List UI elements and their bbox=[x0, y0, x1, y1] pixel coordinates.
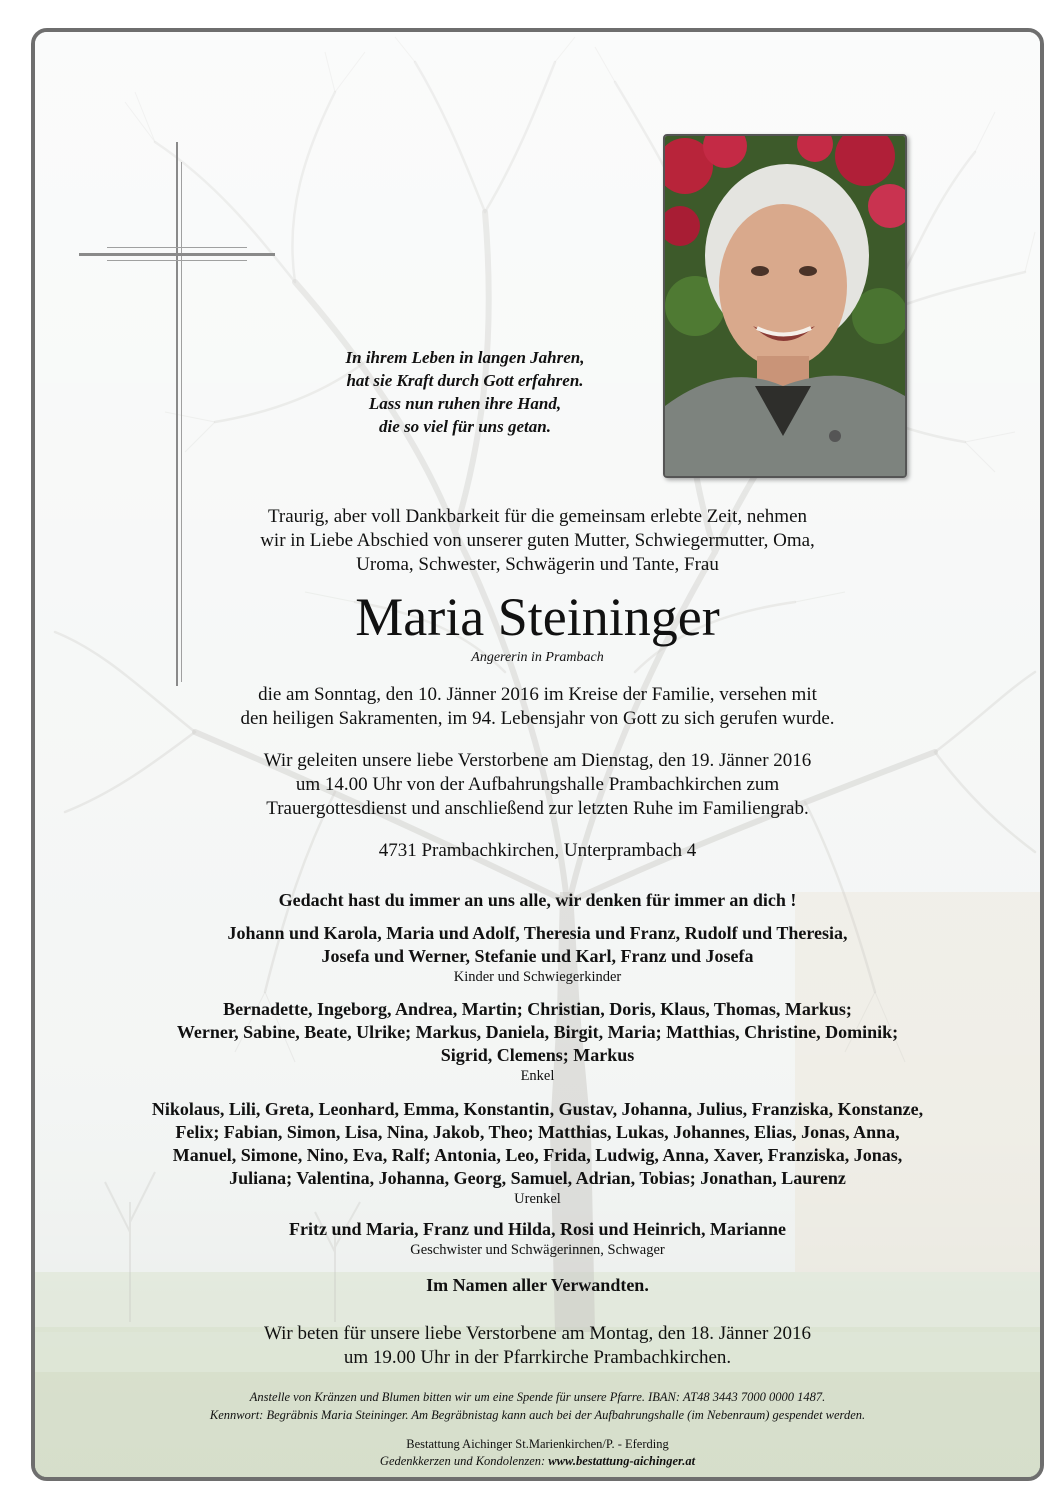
footer-company: Bestattung Aichinger St.Marienkirchen/P. - Eferding bbox=[406, 1437, 669, 1451]
children-label: Kinder und Schwiegerkinder bbox=[453, 969, 622, 985]
death-notice bbox=[35, 683, 1040, 731]
siblings-label: Geschwister und Schwägerinnen, Schwager bbox=[410, 1242, 665, 1258]
intro-line: wir in Liebe Abschied von unserer guten Mutter, Schwiegermutter, Oma, bbox=[260, 530, 815, 551]
greatgrandchildren-line: Manuel, Simone, Nino, Eva, Ralf; Antonia, Leo, Frida, Ludwig, Anna, Xaver, Franziska, Jonas, bbox=[172, 1145, 903, 1165]
portrait-photo bbox=[663, 134, 907, 478]
donation-line: Kennwort: Begräbnis Maria Steininger. Am Begräbnistag kann auch bei der Aufbahrungshalle (im Nebenraum) gespendet werden. bbox=[209, 1408, 866, 1422]
memorial-verse bbox=[265, 346, 665, 438]
grandchildren-block bbox=[35, 998, 1040, 1085]
deceased-name: Maria Steininger bbox=[355, 587, 720, 647]
verse-line: hat sie Kraft durch Gott erfahren. bbox=[346, 371, 584, 390]
prayer-line: Wir beten für unsere liebe Verstorbene am Montag, den 18. Jänner 2016 bbox=[263, 1323, 812, 1344]
deceased-subtitle: Angererin in Prambach bbox=[471, 650, 604, 665]
verse-line: Lass nun ruhen ihre Hand, bbox=[368, 394, 562, 413]
death-line: die am Sonntag, den 10. Jänner 2016 im Kreise der Familie, versehen mit bbox=[258, 684, 817, 705]
funeral-line: um 14.00 Uhr von der Aufbahrungshalle Prambachkirchen zum bbox=[295, 774, 780, 795]
children-block bbox=[35, 922, 1040, 986]
obituary-card bbox=[31, 28, 1044, 1481]
intro-line: Uroma, Schwester, Schwägerin und Tante, Frau bbox=[356, 554, 719, 575]
footer-condolence bbox=[35, 1453, 1040, 1470]
grandchildren-label: Enkel bbox=[520, 1068, 555, 1084]
siblings-line: Fritz und Maria, Franz und Hilda, Rosi und Heinrich, Marianne bbox=[288, 1219, 787, 1239]
siblings-block bbox=[35, 1218, 1040, 1259]
greatgrandchildren-line: Juliana; Valentina, Johanna, Georg, Samuel, Adrian, Tobias; Jonathan, Laurenz bbox=[229, 1168, 846, 1188]
verse-line: In ihrem Leben in langen Jahren, bbox=[345, 348, 585, 367]
children-line: Josefa und Werner, Stefanie und Karl, Franz und Josefa bbox=[321, 946, 754, 966]
donation-note bbox=[35, 1388, 1040, 1424]
verse-line: die so viel für uns getan. bbox=[379, 417, 551, 436]
grandchildren-line: Bernadette, Ingeborg, Andrea, Martin; Christian, Doris, Klaus, Thomas, Markus; bbox=[223, 999, 852, 1019]
greatgrandchildren-line: Felix; Fabian, Simon, Lisa, Nina, Jakob, Theo; Matthias, Lukas, Johannes, Elias, Jonas, Anna, bbox=[175, 1122, 900, 1142]
grandchildren-line: Werner, Sabine, Beate, Ulrike; Markus, Daniela, Birgit, Maria; Matthias, Christine, Dominik; bbox=[176, 1022, 899, 1042]
grandchildren-line: Sigrid, Clemens; Markus bbox=[440, 1045, 635, 1065]
greatgrandchildren-block bbox=[35, 1098, 1040, 1208]
on-behalf-line: Im Namen aller Verwandten. bbox=[426, 1275, 649, 1295]
funeral-notice bbox=[35, 749, 1040, 821]
prayer-line: um 19.00 Uhr in der Pfarrkirche Prambachkirchen. bbox=[343, 1347, 732, 1368]
children-line: Johann und Karola, Maria und Adolf, Theresia und Franz, Rudolf und Theresia, bbox=[227, 923, 848, 943]
funeral-line: Wir geleiten unsere liebe Verstorbene am Dienstag, den 19. Jänner 2016 bbox=[263, 750, 812, 771]
motto: Gedacht hast du immer an uns alle, wir denken für immer an dich ! bbox=[278, 890, 797, 910]
death-line: den heiligen Sakramenten, im 94. Lebensjahr von Gott zu sich gerufen wurde. bbox=[240, 708, 835, 729]
website-link[interactable]: www.bestattung-aichinger.at bbox=[548, 1454, 696, 1468]
donation-line: Anstelle von Kränzen und Blumen bitten wir um eine Spende für unsere Pfarre. IBAN: AT48 3443 7000 0000 1487. bbox=[249, 1390, 826, 1404]
address: 4731 Prambachkirchen, Unterprambach 4 bbox=[378, 840, 697, 861]
funeral-line: Trauergottesdienst und anschließend zur letzten Ruhe im Familiengrab. bbox=[266, 798, 809, 819]
prayer-notice bbox=[35, 1322, 1040, 1370]
condolence-label: Gedenkkerzen und Kondolenzen: bbox=[379, 1454, 546, 1468]
greatgrandchildren-line: Nikolaus, Lili, Greta, Leonhard, Emma, Konstantin, Gustav, Johanna, Julius, Franziska, Konstanze, bbox=[151, 1099, 924, 1119]
intro-text bbox=[35, 505, 1040, 577]
footer bbox=[35, 1436, 1040, 1470]
intro-line: Traurig, aber voll Dankbarkeit für die gemeinsam erlebte Zeit, nehmen bbox=[267, 506, 808, 527]
greatgrandchildren-label: Urenkel bbox=[514, 1191, 561, 1207]
